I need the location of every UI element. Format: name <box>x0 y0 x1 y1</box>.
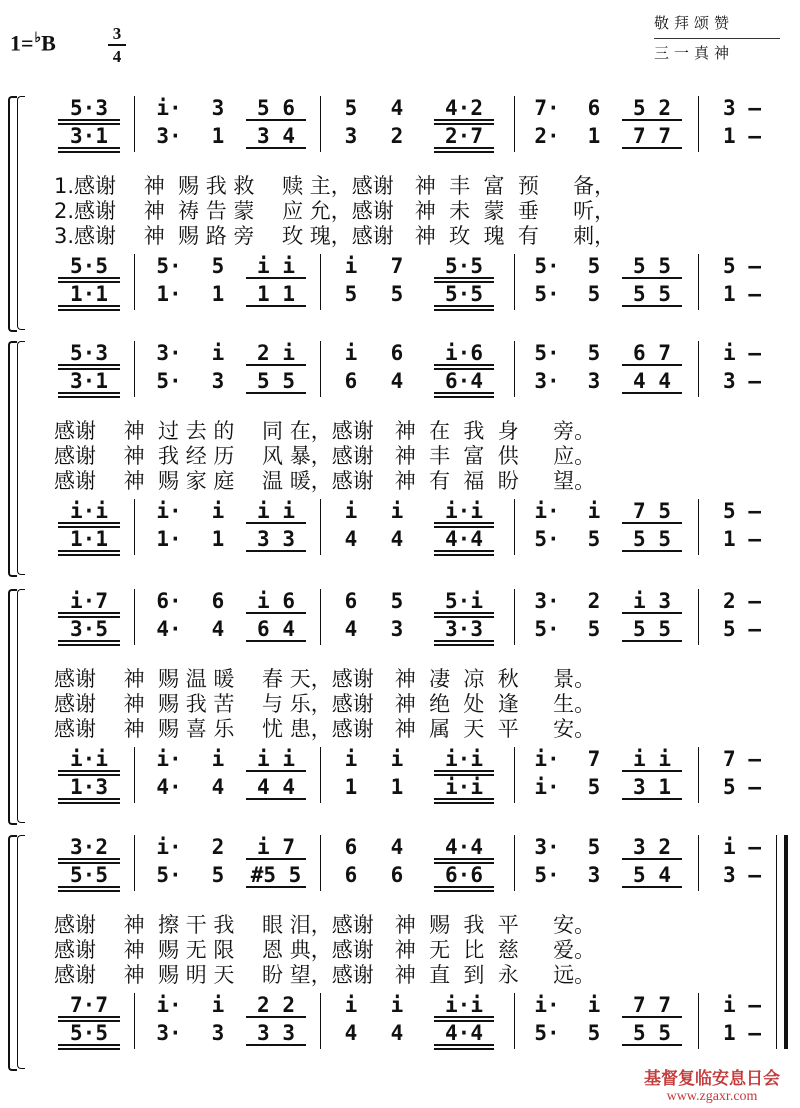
note-group: #5 5 <box>246 863 306 889</box>
note-group: 4· <box>156 617 182 641</box>
note-group: i <box>344 254 358 278</box>
note-group: 4 <box>390 96 404 120</box>
note-group: 5 5 <box>622 527 682 553</box>
score-system <box>0 835 800 1067</box>
note-group: 5·5 <box>58 1021 120 1047</box>
note-group: i 3 <box>622 589 682 615</box>
note-group: i·i <box>434 499 494 525</box>
note-group: 5·3 <box>58 341 120 367</box>
note-group: 4 <box>390 527 404 551</box>
note-group: 5 2 <box>622 96 682 122</box>
lyric-line: 感谢 神 我 经 历 风 暴，感谢 神 丰 富 供 应。 <box>54 444 596 468</box>
note-group: i <box>211 993 225 1017</box>
note-group: i· <box>534 747 560 771</box>
note-group: i <box>390 499 404 523</box>
note-group: i i <box>246 254 306 280</box>
note-group: 1 – <box>723 1021 761 1045</box>
note-group: 2 – <box>723 589 761 613</box>
note-group: i· <box>534 499 560 523</box>
note-group: 3· <box>156 124 182 148</box>
note-group: 4·4 <box>434 835 494 861</box>
note-group: 6 <box>390 863 404 887</box>
voice-row <box>0 96 800 122</box>
note-group: i·i <box>434 775 494 801</box>
note-group: 1 <box>390 775 404 799</box>
note-group: 6 <box>344 863 358 887</box>
note-group: 3· <box>156 341 182 365</box>
note-group: i· <box>156 499 182 523</box>
note-group: 4 <box>390 835 404 859</box>
credit-line-2: 三一真神 <box>654 44 735 62</box>
note-group: i <box>211 499 225 523</box>
watermark: 基督复临安息日会 www.zgaxr.com <box>644 1069 780 1104</box>
note-group: i· <box>534 993 560 1017</box>
note-group: 5 6 <box>246 96 306 122</box>
note-group: i· <box>534 775 560 799</box>
note-group: 6·4 <box>434 369 494 395</box>
voice-row <box>0 282 800 308</box>
note-group: 3 <box>211 369 225 393</box>
voice-row <box>0 527 800 553</box>
note-group: 4 <box>390 1021 404 1045</box>
note-group: i 6 <box>246 589 306 615</box>
note-group: i· <box>156 747 182 771</box>
note-group: 3·1 <box>58 124 120 150</box>
note-group: 5 <box>390 282 404 306</box>
note-group: 3 <box>587 863 601 887</box>
lyric-line: 感谢 神 赐 喜 乐 忧 患，感谢 神 属 天 平 安。 <box>54 717 596 741</box>
note-group: i <box>344 499 358 523</box>
voice-row <box>0 499 800 525</box>
note-group: 4·4 <box>434 527 494 553</box>
note-group: 3· <box>156 1021 182 1045</box>
note-group: 1·3 <box>58 775 120 801</box>
note-group: 1 – <box>723 124 761 148</box>
note-group: 3·2 <box>58 835 120 861</box>
lyric-line: 感谢 神 赐 无 限 恩 典，感谢 神 无 比 慈 爱。 <box>54 938 596 962</box>
note-group: 3·5 <box>58 617 120 643</box>
voice-row <box>0 254 800 280</box>
note-group: 5 – <box>723 617 761 641</box>
note-group: 4 <box>211 775 225 799</box>
note-group: 3·3 <box>434 617 494 643</box>
note-group: 3 <box>211 1021 225 1045</box>
lyric-line: 3.感谢 神 赐 路 旁 玫 瑰，感谢 神 玫 瑰 有 刺， <box>54 224 616 248</box>
note-group: 1 <box>344 775 358 799</box>
note-group: i· <box>156 835 182 859</box>
note-group: i i <box>246 747 306 773</box>
credit-line-1: 敬拜颂赞 <box>654 14 735 32</box>
note-group: 6· <box>156 589 182 613</box>
note-group: i 7 <box>246 835 306 861</box>
lyric-line: 1.感谢 神 赐 我 救 赎 主，感谢 神 丰 富 预 备， <box>54 174 616 198</box>
lyric-line: 2.感谢 神 祷 告 蒙 应 允，感谢 神 未 蒙 垂 听， <box>54 199 616 223</box>
note-group: 5 <box>587 282 601 306</box>
note-group: 3 1 <box>622 775 682 801</box>
note-group: 2 i <box>246 341 306 367</box>
note-group: 3 – <box>723 96 761 120</box>
note-group: 4· <box>156 775 182 799</box>
voice-row <box>0 1021 800 1047</box>
note-group: 6 <box>390 341 404 365</box>
note-group: i·7 <box>58 589 120 615</box>
note-group: 5 <box>587 254 601 278</box>
note-group: i·i <box>58 499 120 525</box>
note-group: 3 <box>211 96 225 120</box>
note-group: 7 <box>587 747 601 771</box>
key-signature: 1=♭B <box>10 30 56 56</box>
score-system <box>0 589 800 821</box>
note-group: 1 <box>587 124 601 148</box>
note-group: 3 <box>587 369 601 393</box>
note-group: 5 <box>587 617 601 641</box>
note-group: 1 – <box>723 527 761 551</box>
note-group: 5 <box>587 835 601 859</box>
note-group: 5 5 <box>622 254 682 280</box>
voice-row <box>0 369 800 395</box>
note-group: i <box>211 747 225 771</box>
note-group: 5· <box>534 1021 560 1045</box>
note-group: i i <box>622 747 682 773</box>
note-group: 7 5 <box>622 499 682 525</box>
note-group: 6·6 <box>434 863 494 889</box>
note-group: 2· <box>534 124 560 148</box>
note-group: 3 3 <box>246 1021 306 1047</box>
note-group: 5 4 <box>622 863 682 889</box>
note-group: 4 <box>344 527 358 551</box>
note-group: 5· <box>534 863 560 887</box>
note-group: 7 7 <box>622 993 682 1019</box>
note-group: 5· <box>534 617 560 641</box>
note-group: 1·1 <box>58 527 120 553</box>
note-group: 1 <box>211 527 225 551</box>
lyric-line: 感谢 神 擦 干 我 眼 泪，感谢 神 赐 我 平 安。 <box>54 913 596 937</box>
note-group: 6 <box>211 589 225 613</box>
note-group: 5 <box>587 341 601 365</box>
lyric-line: 感谢 神 赐 我 苦 与 乐，感谢 神 绝 处 逢 生。 <box>54 692 596 716</box>
note-group: 5 <box>344 282 358 306</box>
note-group: 3 <box>344 124 358 148</box>
note-group: 4 <box>344 617 358 641</box>
note-group: 5 <box>587 775 601 799</box>
note-group: 4 <box>344 1021 358 1045</box>
voice-row <box>0 589 800 615</box>
note-group: 3· <box>534 835 560 859</box>
note-group: 5·3 <box>58 96 120 122</box>
note-group: 3 4 <box>246 124 306 150</box>
voice-row <box>0 747 800 773</box>
note-group: i· <box>156 96 182 120</box>
note-group: 1 <box>211 124 225 148</box>
note-group: 5· <box>156 863 182 887</box>
note-group: 5 – <box>723 499 761 523</box>
note-group: 4·4 <box>434 1021 494 1047</box>
note-group: 5·5 <box>58 863 120 889</box>
note-group: 5· <box>534 282 560 306</box>
note-group: 7·7 <box>58 993 120 1019</box>
note-group: i·6 <box>434 341 494 367</box>
note-group: i·i <box>58 747 120 773</box>
note-group: i – <box>723 993 761 1017</box>
note-group: 3· <box>534 589 560 613</box>
note-group: 3 2 <box>622 835 682 861</box>
note-group: 5 <box>344 96 358 120</box>
note-group: i – <box>723 835 761 859</box>
note-group: 4·2 <box>434 96 494 122</box>
note-group: i <box>344 341 358 365</box>
note-group: 1 1 <box>246 282 306 308</box>
note-group: i – <box>723 341 761 365</box>
note-group: 2 <box>211 835 225 859</box>
voice-row <box>0 835 800 861</box>
note-group: 5· <box>156 254 182 278</box>
lyric-line: 感谢 神 赐 明 天 盼 望，感谢 神 直 到 永 远。 <box>54 963 596 987</box>
score-system <box>0 96 800 328</box>
note-group: 2 2 <box>246 993 306 1019</box>
note-group: 5 <box>211 863 225 887</box>
note-group: 6 <box>344 369 358 393</box>
note-group: 5· <box>534 527 560 551</box>
note-group: 1·1 <box>58 282 120 308</box>
lyric-line: 感谢 神 过 去 的 同 在，感谢 神 在 我 身 旁。 <box>54 419 596 443</box>
voice-row <box>0 341 800 367</box>
note-group: i <box>587 993 601 1017</box>
note-group: 5 5 <box>246 369 306 395</box>
note-group: 5· <box>534 254 560 278</box>
score-system <box>0 341 800 573</box>
lyric-line: 感谢 神 赐 家 庭 温 暖，感谢 神 有 福 盼 望。 <box>54 469 596 493</box>
note-group: 4 <box>390 369 404 393</box>
note-group: 6 <box>344 835 358 859</box>
note-group: 5 5 <box>622 1021 682 1047</box>
credit-block <box>654 12 780 63</box>
note-group: 1· <box>156 282 182 306</box>
note-group: 5 – <box>723 775 761 799</box>
note-group: 5 5 <box>622 282 682 308</box>
note-group: 3· <box>534 369 560 393</box>
note-group: 7· <box>534 96 560 120</box>
note-group: 5· <box>156 369 182 393</box>
note-group: 5·5 <box>434 254 494 280</box>
note-group: 6 <box>587 96 601 120</box>
voice-row <box>0 124 800 150</box>
note-group: i <box>390 747 404 771</box>
note-group: 3 3 <box>246 527 306 553</box>
note-group: 5 <box>587 527 601 551</box>
note-group: i· <box>156 993 182 1017</box>
note-group: 1 <box>211 282 225 306</box>
voice-row <box>0 863 800 889</box>
note-group: 4 4 <box>246 775 306 801</box>
note-group: i·i <box>434 747 494 773</box>
note-group: 6 <box>344 589 358 613</box>
note-group: 5 <box>587 1021 601 1045</box>
note-group: i <box>390 993 404 1017</box>
note-group: 3 – <box>723 863 761 887</box>
note-group: 6 7 <box>622 341 682 367</box>
lyric-line: 感谢 神 赐 温 暖 春 天，感谢 神 凄 凉 秋 景。 <box>54 667 596 691</box>
note-group: 3 – <box>723 369 761 393</box>
note-group: i <box>211 341 225 365</box>
note-group: 5 – <box>723 254 761 278</box>
note-group: 5·5 <box>434 282 494 308</box>
time-signature: 3 4 <box>106 24 128 66</box>
note-group: i·i <box>434 993 494 1019</box>
note-group: 3 <box>390 617 404 641</box>
note-group: 1 – <box>723 282 761 306</box>
note-group: i <box>344 993 358 1017</box>
note-group: 7 <box>390 254 404 278</box>
voice-row <box>0 993 800 1019</box>
note-group: 4 4 <box>622 369 682 395</box>
note-group: 5· <box>534 341 560 365</box>
note-group: i <box>344 747 358 771</box>
note-group: 5 <box>211 254 225 278</box>
note-group: 6 4 <box>246 617 306 643</box>
note-group: 2 <box>587 589 601 613</box>
note-group: 1· <box>156 527 182 551</box>
note-group: 5·5 <box>58 254 120 280</box>
note-group: 5 <box>390 589 404 613</box>
voice-row <box>0 775 800 801</box>
note-group: i i <box>246 499 306 525</box>
note-group: 3·1 <box>58 369 120 395</box>
note-group: 5·i <box>434 589 494 615</box>
note-group: 5 5 <box>622 617 682 643</box>
note-group: 2·7 <box>434 124 494 150</box>
voice-row <box>0 617 800 643</box>
note-group: 2 <box>390 124 404 148</box>
note-group: i <box>587 499 601 523</box>
note-group: 7 7 <box>622 124 682 150</box>
note-group: 7 – <box>723 747 761 771</box>
note-group: 4 <box>211 617 225 641</box>
